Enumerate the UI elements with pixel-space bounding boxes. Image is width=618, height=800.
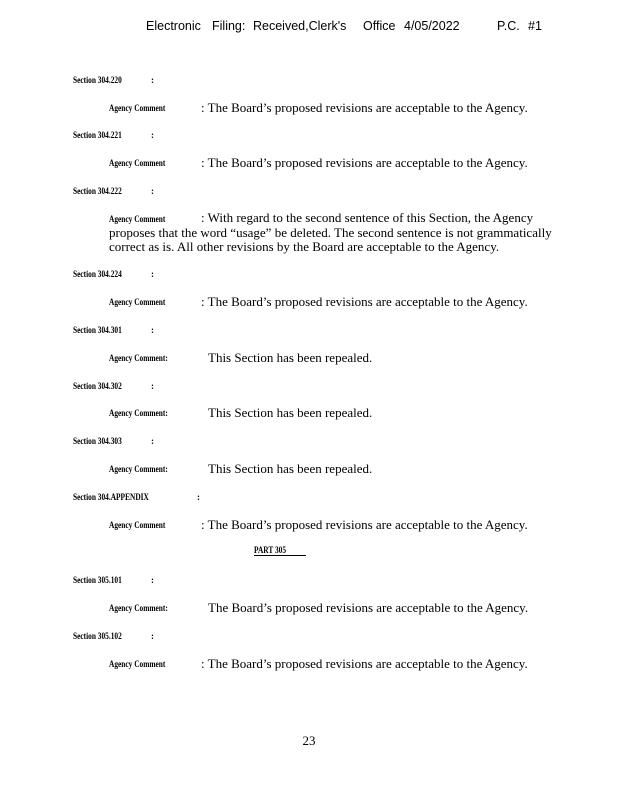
agency-comment-text: : The Board’s proposed revisions are acceptable to the Agency. <box>201 294 528 309</box>
agency-comment-label: Agency Comment: <box>109 353 168 363</box>
agency-comment-text: : The Board’s proposed revisions are acceptable to the Agency. <box>201 517 528 532</box>
section-heading: Section 304.221 <box>73 130 122 140</box>
page-number: 23 <box>302 733 316 748</box>
section-heading: Section 304.222 <box>73 186 122 196</box>
agency-comment-text: : The Board’s proposed revisions are acceptable to the Agency. <box>201 155 528 170</box>
agency-comment-text: : The Board’s proposed revisions are acceptable to the Agency. <box>201 656 528 671</box>
header-pc: P.C. <box>497 19 520 33</box>
agency-comment-text: This Section has been repealed. <box>208 350 373 365</box>
section-heading: Section 304.APPENDIX <box>73 492 149 502</box>
section-heading: Section 305.101 <box>73 575 122 585</box>
agency-comment-label: Agency Comment <box>109 659 166 669</box>
section-colon: : <box>151 575 154 585</box>
section-colon: : <box>151 186 154 196</box>
agency-comment-text: The Board’s proposed revisions are acceptable to the Agency. <box>208 600 529 615</box>
section-colon: : <box>151 75 154 85</box>
agency-comment-paragraph <box>109 211 559 254</box>
header-word-electronic: Electronic <box>146 19 201 33</box>
section-heading: Section 304.220 <box>73 75 122 85</box>
agency-comment-text: This Section has been repealed. <box>208 461 373 476</box>
agency-comment-label: Agency Comment <box>109 297 166 307</box>
section-colon: : <box>151 631 154 641</box>
agency-comment-text: This Section has been repealed. <box>208 405 373 420</box>
section-heading: Section 304.302 <box>73 381 122 391</box>
section-colon: : <box>151 381 154 391</box>
agency-comment-text: : The Board’s proposed revisions are acceptable to the Agency. <box>201 100 528 115</box>
agency-comment-label: Agency Comment <box>109 520 166 530</box>
agency-comment-label: Agency Comment <box>109 158 166 168</box>
agency-comment-text: : With regard to the second sentence of this Section, the Agency proposes that the word “usage” be deleted. The second sentence is not grammatically correct as is. All other revisions by the Board are acceptable to the Agency. <box>109 210 552 254</box>
agency-comment-label: Agency Comment <box>109 214 166 224</box>
section-heading: Section 304.224 <box>73 269 122 279</box>
header-word-office: Office <box>363 19 396 33</box>
header-date: 4/05/2022 <box>404 19 460 33</box>
section-colon: : <box>151 436 154 446</box>
agency-comment-label: Agency Comment: <box>109 464 168 474</box>
section-colon: : <box>151 130 154 140</box>
section-heading: Section 304.303 <box>73 436 122 446</box>
section-colon: : <box>151 325 154 335</box>
header-word-received: Received,Clerk's <box>253 19 347 33</box>
agency-comment-label: Agency Comment <box>109 103 166 113</box>
section-colon: : <box>197 492 200 502</box>
header-word-filing: Filing: <box>212 19 246 33</box>
part-heading: PART 305 <box>254 545 306 556</box>
section-heading: Section 305.102 <box>73 631 122 641</box>
section-colon: : <box>151 269 154 279</box>
section-heading: Section 304.301 <box>73 325 122 335</box>
agency-comment-label: Agency Comment: <box>109 603 168 613</box>
agency-comment-label: Agency Comment: <box>109 408 168 418</box>
header-pc-number: #1 <box>528 19 542 33</box>
